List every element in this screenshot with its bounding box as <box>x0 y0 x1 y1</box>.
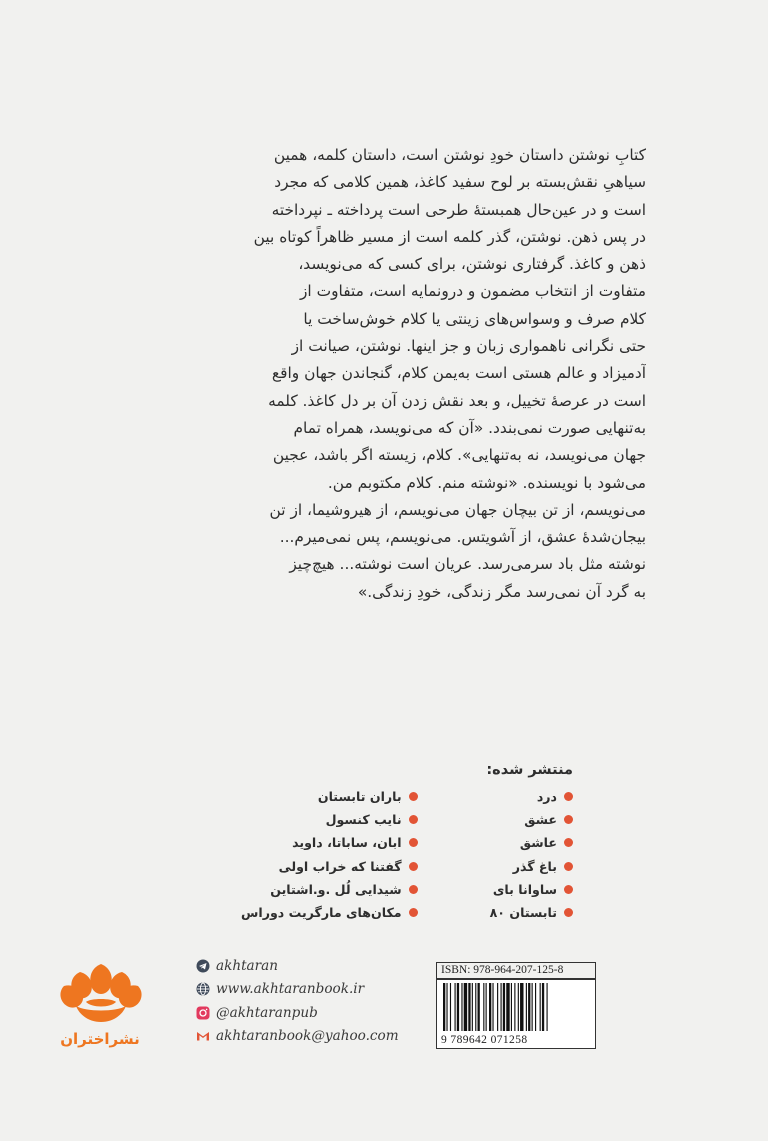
barcode-bar <box>540 983 541 1031</box>
barcode-bar <box>492 983 493 1031</box>
blurb-line: کتابِ نوشتن داستان خودِ نوشتن است، داستان کلمه، همین <box>273 146 646 164</box>
bullet-dot <box>409 838 418 847</box>
barcode-bar <box>520 983 523 1031</box>
barcode-bar <box>450 983 451 1031</box>
mail-icon <box>196 1029 210 1043</box>
book-title: مکان‌های مارگریت دوراس <box>241 905 402 921</box>
bullet-dot <box>564 838 573 847</box>
barcode-bar <box>503 983 505 1031</box>
bullet-dot <box>409 815 418 824</box>
bullet-dot <box>409 885 418 894</box>
barcode-bar <box>501 983 502 1031</box>
published-heading: منتشر شده: <box>486 762 573 778</box>
blurb-line: در پس ذهن. نوشتن، گذر کلمه است از مسیر ظاهراً کوتاه بین <box>253 227 646 246</box>
book-title: عاشق <box>519 835 557 851</box>
list-item <box>241 855 418 878</box>
barcode-bar <box>535 983 536 1031</box>
list-item <box>490 878 573 901</box>
bullet-dot <box>564 862 573 871</box>
barcode-bar <box>528 983 530 1031</box>
barcode-bar <box>446 983 447 1031</box>
blurb-line: بیجان‌شدهٔ عشق، از آشویتس. می‌نویسم، پس نمی‌میرم... <box>279 528 646 547</box>
blurb-line: می‌شود با نویسنده. «نوشته منم. کلام مکتوبم من. <box>327 473 646 492</box>
barcode-bar <box>514 983 515 1031</box>
list-item <box>241 901 418 924</box>
blurb-line: به گرد آن نمی‌رسد مگر زندگی، خودِ زندگی.» <box>357 582 646 601</box>
barcode-bar <box>443 983 445 1031</box>
barcode <box>436 979 596 1049</box>
bullet-dot <box>409 908 418 917</box>
barcode-bar <box>461 983 462 1031</box>
barcode-bar <box>497 983 498 1031</box>
barcode-bar <box>455 983 456 1031</box>
barcode-bar <box>511 983 512 1031</box>
blurb-line: است و در عین‌حال همبستهٔ طرحی است پرداخته ـ نپرداخته <box>271 200 646 219</box>
book-title: تابستان ۸۰ <box>489 905 557 921</box>
blurb-line: ذهن و کاغذ. گرفتاری نوشتن، برای کسی که می‌نویسد، <box>298 255 646 274</box>
blurb-line: آدمیزاد و عالم هستی است به‌یمن کلام، گنجاندن جهان واقع <box>271 364 646 383</box>
list-item <box>241 785 418 808</box>
book-title: عشق <box>524 812 557 828</box>
barcode-bar <box>457 983 459 1031</box>
barcode-bar <box>478 983 480 1031</box>
blurb-line: حتی نگرانی ناهمواری زبان و جز اینها. نوشتن، صیانت از <box>291 337 646 356</box>
publisher-name: نشراختران <box>60 1030 140 1048</box>
contact-text: akhtaranbook@yahoo.com <box>216 1028 399 1045</box>
titles-column-left <box>241 785 418 924</box>
list-item <box>490 855 573 878</box>
barcode-bar <box>489 983 491 1031</box>
contact-instagram[interactable] <box>196 1001 416 1025</box>
book-title: درد <box>536 789 557 805</box>
barcode-bar <box>532 983 533 1031</box>
blurb-line: است در عرصهٔ تخییل، و بعد نقش زدن آن بر دل کاغذ. کلمه <box>268 391 646 410</box>
contact-email[interactable] <box>196 1025 416 1049</box>
list-item <box>490 831 573 854</box>
barcode-bar <box>464 983 467 1031</box>
barcode-bars <box>441 983 593 1033</box>
barcode-bar <box>486 983 487 1031</box>
publisher-logo-icon <box>58 962 144 1024</box>
blurb-line: نوشته مثل باد سرمی‌رسد. عریان است نوشته... هیچ‌چیز <box>289 555 646 574</box>
bullet-dot <box>564 815 573 824</box>
isbn-block <box>436 962 596 1050</box>
barcode-number: 9 789642 071258 <box>441 1034 593 1046</box>
list-item <box>490 901 573 924</box>
isbn-label: ISBN: 978-964-207-125-8 <box>436 962 596 979</box>
list-item <box>490 808 573 831</box>
contact-website[interactable] <box>196 978 416 1002</box>
cover-blurb <box>106 142 646 606</box>
barcode-bar <box>518 983 519 1031</box>
barcode-bar <box>506 983 509 1031</box>
telegram-icon <box>196 959 210 973</box>
contact-text: akhtaran <box>216 957 279 974</box>
bullet-dot <box>564 792 573 801</box>
barcode-bar <box>468 983 470 1031</box>
bullet-dot <box>564 885 573 894</box>
book-title: باران تابستان <box>317 789 402 805</box>
contact-telegram[interactable] <box>196 954 416 978</box>
published-titles <box>233 762 573 924</box>
instagram-icon <box>196 1006 210 1020</box>
contact-text: www.akhtaranbook.ir <box>216 981 365 998</box>
barcode-bar <box>526 983 527 1031</box>
barcode-bar <box>472 983 473 1031</box>
barcode-bar <box>542 983 544 1031</box>
list-item <box>241 831 418 854</box>
barcode-bar <box>483 983 484 1031</box>
bullet-dot <box>409 862 418 871</box>
book-title: ابان، ساباتا، داوید <box>292 835 402 851</box>
blurb-line: سیاهیِ نقش‌بسته بر لوح سفید کاغذ، همین کلامی که مجرد <box>274 173 646 192</box>
barcode-bar <box>475 983 476 1031</box>
book-title: ساوانا بای <box>492 881 557 897</box>
book-title: نایب کنسول <box>325 812 402 828</box>
book-title: باغ گذر <box>512 858 557 874</box>
titles-grid <box>233 785 573 924</box>
blurb-line: می‌نویسم، از تن بیچان جهان می‌نویسم، از هیروشیما، از تن <box>269 500 646 519</box>
book-title: شیدایی لُل .و.اشتاین <box>270 881 402 897</box>
contact-text: @akhtaranpub <box>216 1004 318 1021</box>
list-item <box>490 785 573 808</box>
list-item <box>241 878 418 901</box>
bullet-dot <box>564 908 573 917</box>
blurb-line: جهان می‌نویسد، نه به‌تنهایی». کلام، زیسته اگر باشد، عجین <box>272 446 646 465</box>
publisher-logo <box>40 962 160 1062</box>
globe-icon <box>196 982 210 996</box>
blurb-line: به‌تنهایی صورت نمی‌بندد. «آن که می‌نویسد، همراه تمام <box>293 418 646 437</box>
titles-column-right <box>490 785 573 924</box>
blurb-line: کلام صرف و وسواس‌های زینتی یا کلام خوش‌ساخت یا <box>303 309 646 328</box>
list-item <box>241 808 418 831</box>
book-title: گفتنا که خراب اولی <box>278 858 402 874</box>
barcode-bar <box>547 983 548 1031</box>
blurb-line: متفاوت از انتخاب مضمون و درونمایه است، متفاوت از <box>300 282 646 301</box>
bullet-dot <box>409 792 418 801</box>
contact-list <box>196 954 416 1048</box>
